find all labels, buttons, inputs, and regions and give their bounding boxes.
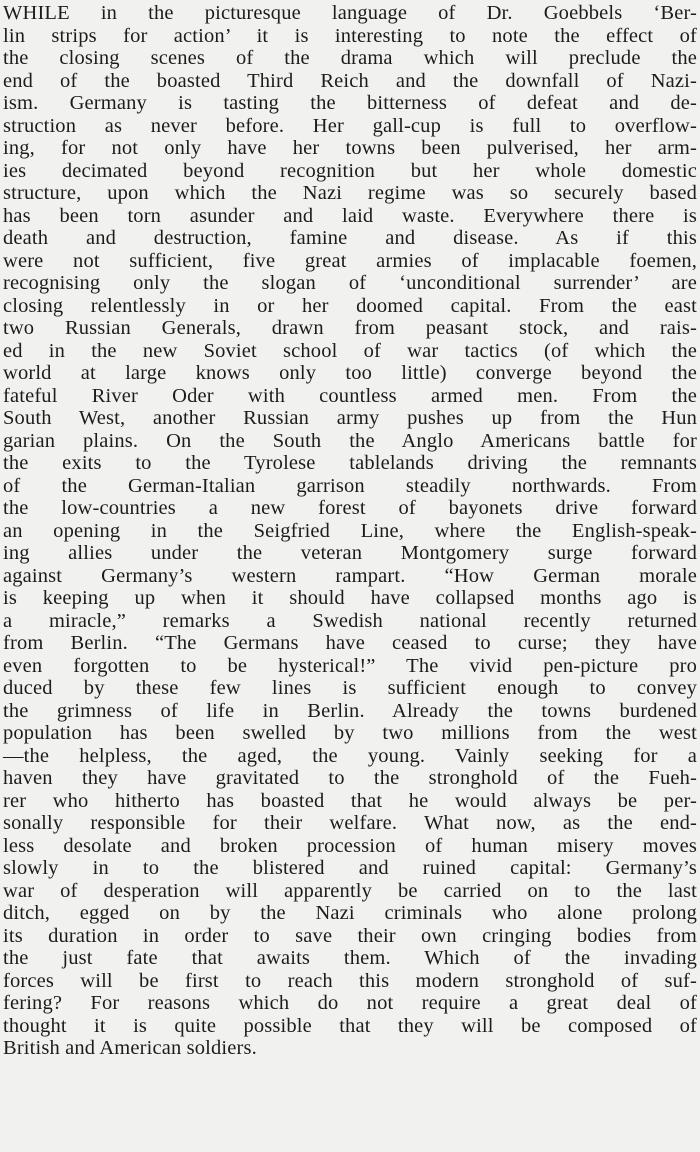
text-line: population has been swelled by two millions from the west	[3, 722, 697, 744]
text-line: WHILE in the picturesque language of Dr. Goebbels ‘Ber-	[3, 2, 697, 24]
text-line: lin strips for action’ it is interesting to note the effect of	[3, 24, 697, 47]
text-line: even forgotten to be hysterical!” The vivid pen-picture pro	[3, 654, 697, 677]
text-line: closing relentlessly in or her doomed capital. From the east	[3, 294, 697, 317]
text-line: less desolate and broken procession of human misery moves	[3, 834, 697, 857]
text-line: the grimness of life in Berlin. Already the towns burdened	[3, 699, 697, 722]
text-line: an opening in the Seigfried Line, where the English-speak-	[3, 519, 697, 542]
text-line: from Berlin. “The Germans have ceased to curse; they have	[3, 632, 697, 654]
text-line: duced by these few lines is sufficient enough to convey	[3, 677, 697, 699]
text-line: ism. Germany is tasting the bitterness of defeat and de-	[3, 92, 697, 114]
text-line: ditch, egged on by the Nazi criminals who alone prolong	[3, 902, 697, 924]
text-line: the closing scenes of the drama which will preclude the	[3, 47, 697, 69]
text-line: of the German-Italian garrison steadily northwards. From	[3, 474, 697, 497]
text-line: death and destruction, famine and disease. As if this	[3, 227, 697, 249]
text-line: world at large knows only too little) converge beyond the	[3, 362, 697, 384]
text-line: fateful River Oder with countless armed men. From the	[3, 384, 697, 407]
text-line: South West, another Russian army pushes up from the Hun	[3, 407, 697, 429]
text-line: were not sufficient, five great armies of implacable foemen,	[3, 249, 697, 272]
text-line: thought it is quite possible that they will be composed of	[3, 1014, 697, 1037]
text-line: recognising only the slogan of ‘unconditional surrender’ are	[3, 272, 697, 294]
text-line: fering? For reasons which do not require a great deal of	[3, 992, 697, 1014]
text-line: end of the boasted Third Reich and the downfall of Nazi-	[3, 69, 697, 92]
text-line: struction as never before. Her gall-cup is full to overflow-	[3, 114, 697, 137]
text-line: ing, for not only have her towns been pulverised, her arm-	[3, 137, 697, 159]
text-line: ies decimated beyond recognition but her whole domestic	[3, 159, 697, 182]
text-line: —the helpless, the aged, the young. Vainly seeking for a	[3, 744, 697, 767]
article-text	[3, 2, 697, 1060]
text-line: haven they have gravitated to the stronghold of the Fueh-	[3, 767, 697, 789]
text-line: garian plains. On the South the Anglo Americans battle for	[3, 429, 697, 452]
text-line: a miracle,” remarks a Swedish national recently returned	[3, 609, 697, 632]
text-line: has been torn asunder and laid waste. Everywhere there is	[3, 204, 697, 227]
text-line: ing allies under the veteran Montgomery surge forward	[3, 542, 697, 564]
text-line: two Russian Generals, drawn from peasant stock, and rais-	[3, 317, 697, 339]
text-line: structure, upon which the Nazi regime was so securely based	[3, 182, 697, 204]
text-line: war of desperation will apparently be carried on to the last	[3, 879, 697, 902]
text-line: rer who hitherto has boasted that he would always be per-	[3, 789, 697, 812]
text-line-last: British and American soldiers.	[3, 1037, 257, 1059]
text-line: slowly in to the blistered and ruined capital: Germany’s	[3, 857, 697, 879]
text-line: is keeping up when it should have collapsed months ago is	[3, 587, 697, 609]
text-line: the exits to the Tyrolese tablelands driving the remnants	[3, 452, 697, 474]
text-line: ed in the new Soviet school of war tactics (of which the	[3, 339, 697, 362]
text-line: the low-countries a new forest of bayonets drive forward	[3, 497, 697, 519]
text-line: forces will be first to reach this modern stronghold of suf-	[3, 969, 697, 992]
text-line: its duration in order to save their own cringing bodies from	[3, 924, 697, 947]
text-line: sonally responsible for their welfare. What now, as the end-	[3, 812, 697, 834]
text-line: the just fate that awaits them. Which of the invading	[3, 947, 697, 969]
text-line: against Germany’s western rampart. “How German morale	[3, 564, 697, 587]
